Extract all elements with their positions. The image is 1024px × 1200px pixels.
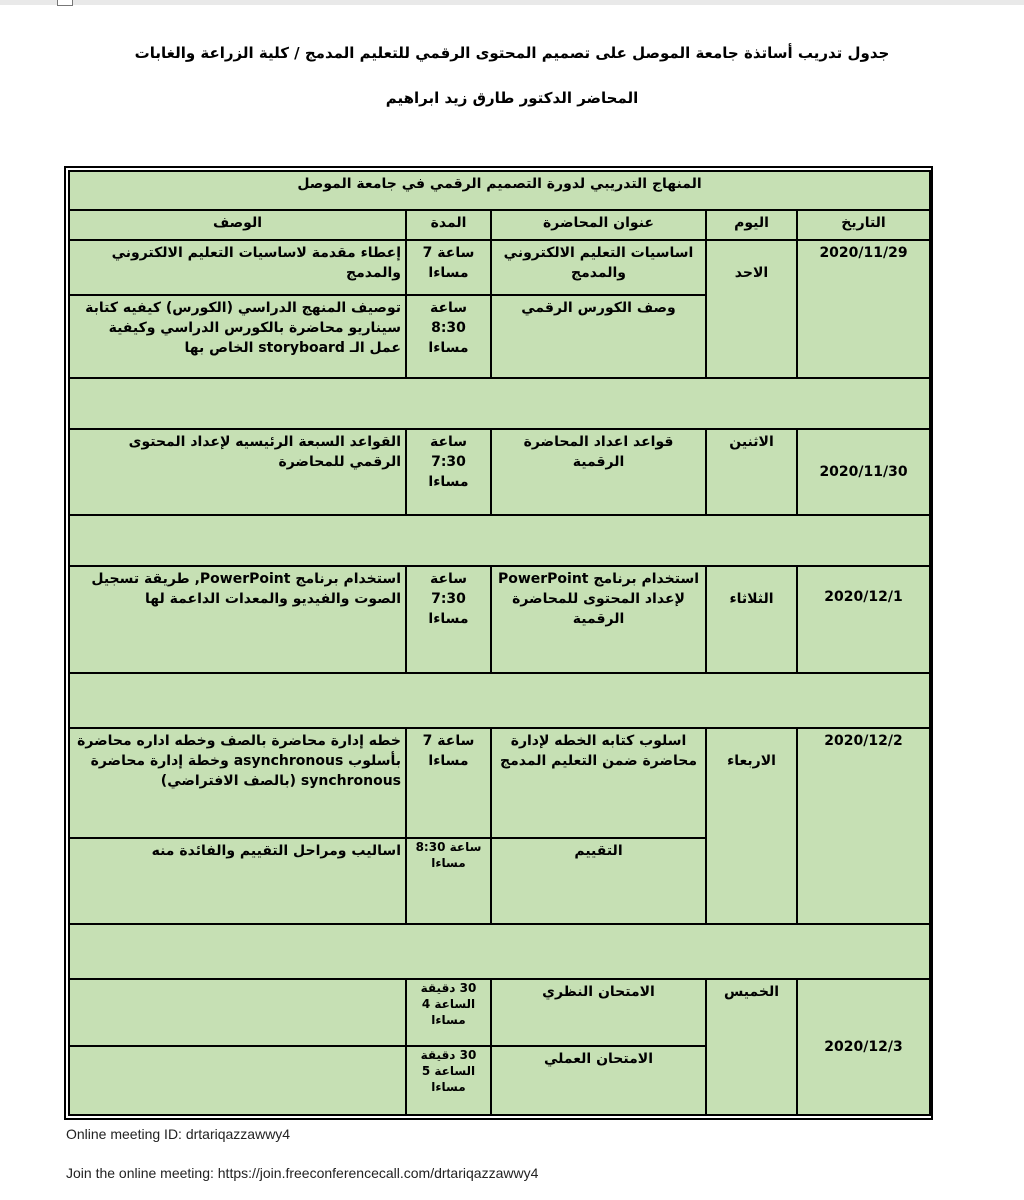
- session-lecture-title: التقييم: [491, 838, 706, 923]
- session-day: الاربعاء: [706, 728, 797, 923]
- session-day: الخميس: [706, 979, 797, 1115]
- session-lecture-title: الامتحان النظري: [491, 979, 706, 1046]
- session-description: إعطاء مقدمة لاساسيات التعليم الالكتروني والمدمج: [69, 240, 406, 295]
- session-lecture-title: قواعد اعداد المحاضرة الرقمية: [491, 429, 706, 514]
- session-date: 2020/11/30: [797, 429, 930, 514]
- session-duration: ساعة 7 مساءا: [406, 240, 491, 295]
- session-description: اساليب ومراحل التقييم والفائدة منه: [69, 838, 406, 923]
- schedule-table: [68, 170, 931, 1116]
- page-corner-handle: [57, 0, 73, 6]
- document-title: جدول تدريب أساتذة جامعة الموصل على تصميم المحتوى الرقمي للتعليم المدمج / كلية الزراعة والغابات: [134, 44, 890, 62]
- session-lecture-title: اساسيات التعليم الالكتروني والمدمج: [491, 240, 706, 295]
- column-header-lecture: عنوان المحاضرة: [491, 210, 706, 241]
- session-duration: ساعة 8:30 مساءا: [406, 838, 491, 923]
- session-description: [69, 979, 406, 1046]
- session-lecture-title: الامتحان العملي: [491, 1046, 706, 1115]
- session-duration: ساعة 8:30 مساءا: [406, 295, 491, 378]
- session-day: الاحد: [706, 240, 797, 378]
- session-duration: 30 دقيقة الساعة 4 مساءا: [406, 979, 491, 1046]
- session-description: خطه إدارة محاضرة بالصف وخطه اداره محاضرة بأسلوب asynchronous وخطة إدارة محاضرة synchronous (بالصف الافتراضي): [69, 728, 406, 838]
- session-day: الاثنين: [706, 429, 797, 514]
- column-header-duration: المدة: [406, 210, 491, 241]
- meeting-id-text: Online meeting ID: drtariqazzawwy4: [66, 1126, 291, 1142]
- session-description: [69, 1046, 406, 1115]
- session-duration: ساعة 7:30 مساءا: [406, 566, 491, 674]
- column-header-description: الوصف: [69, 210, 406, 241]
- table-row: [69, 979, 930, 1046]
- spacer-row: [69, 515, 930, 566]
- table-title: المنهاج التدريبي لدورة التصميم الرقمي في جامعة الموصل: [69, 171, 930, 210]
- session-day: الثلاثاء: [706, 566, 797, 674]
- spacer-row: [69, 378, 930, 429]
- session-lecture-title: وصف الكورس الرقمي: [491, 295, 706, 378]
- session-duration: ساعة 7 مساءا: [406, 728, 491, 838]
- session-date: 2020/12/2: [797, 728, 930, 923]
- session-description: توصيف المنهج الدراسي (الكورس) كيفيه كتابة سيناريو محاضرة بالكورس الدراسي وكيفية عمل الـ storyboard الخاص بها: [69, 295, 406, 378]
- session-duration: ساعة 7:30 مساءا: [406, 429, 491, 514]
- lecturer-name: المحاضر الدكتور طارق زيد ابراهيم: [385, 89, 639, 107]
- session-description: استخدام برنامج PowerPoint, طريقة تسجيل الصوت والفيديو والمعدات الداعمة لها: [69, 566, 406, 674]
- column-header-date: التاريخ: [797, 210, 930, 241]
- session-lecture-title: اسلوب كتابه الخطه لإدارة محاضرة ضمن التعليم المدمج: [491, 728, 706, 838]
- table-row: [69, 429, 930, 514]
- spacer-row: [69, 673, 930, 728]
- column-header-day: اليوم: [706, 210, 797, 241]
- table-row: [69, 728, 930, 838]
- session-date: 2020/12/3: [797, 979, 930, 1115]
- table-row: [69, 566, 930, 674]
- table-row: [69, 240, 930, 295]
- session-date: 2020/11/29: [797, 240, 930, 378]
- spacer-row: [69, 924, 930, 979]
- session-description: القواعد السبعة الرئيسيه لإعداد المحتوى الرقمي للمحاضرة: [69, 429, 406, 514]
- session-lecture-title: استخدام برنامج PowerPoint لإعداد المحتوى للمحاضرة الرقمية: [491, 566, 706, 674]
- top-toolbar-strip: [0, 0, 1024, 5]
- join-meeting-link[interactable]: Join the online meeting: https://join.freeconferencecall.com/drtariqazzawwy4: [66, 1165, 539, 1181]
- session-duration: 30 دقيقة الساعة 5 مساءا: [406, 1046, 491, 1115]
- session-date: 2020/12/1: [797, 566, 930, 674]
